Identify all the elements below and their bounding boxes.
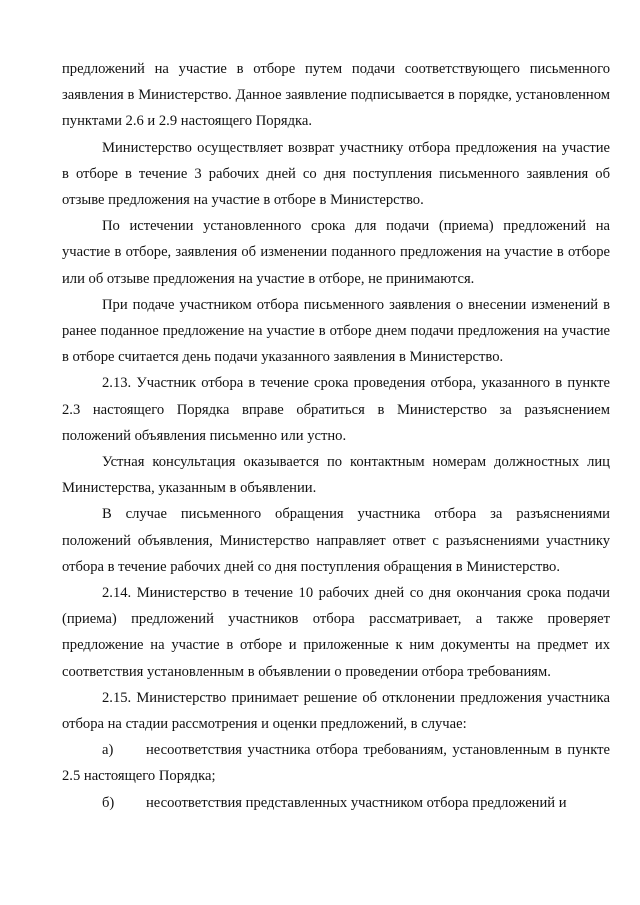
list-marker: а) (102, 742, 114, 759)
list-item-text: несоответствия представленных участником отбора предложений и (146, 794, 567, 811)
paragraph-2-13: 2.13. Участник отбора в течение срока проведения отбора, указанного в пункте 2.3 настоящего Порядка вправе обратиться в Министерство за разъяснением положений объявления письменно или устно. (62, 375, 610, 444)
paragraph-amendment-date: При подаче участником отбора письменного заявления о внесении изменений в ранее поданное предложение на участие в отборе днем подачи предложения на участие в отборе считается день подачи указанного заявления в Министерство. (62, 296, 610, 366)
paragraph-deadline-expiry: По истечении установленного срока для подачи (приема) предложений на участие в отборе, заявления об изменении поданного предложения на участие в отборе или об отзыве предложения на участие в отборе, не принимаются. (62, 218, 610, 287)
paragraph-2-15: 2.15. Министерство принимает решение об отклонении предложения участника отбора на стадии рассмотрения и оценки предложений, в случае: (62, 689, 610, 733)
list-item (62, 790, 610, 816)
paragraph-written-request: В случае письменного обращения участника отбора за разъяснениями положений объявления, Министерство направляет ответ с разъяснениями участнику отбора в течение рабочих дней со дня поступления обращения в Министерство. (62, 506, 610, 575)
document-page (62, 56, 610, 816)
paragraph-2-14: 2.14. Министерство в течение 10 рабочих дней со дня окончания срока подачи (приема) предложений участников отбора рассматривает, а также проверяет предложение на участие в отборе и приложенные к ним документы на предмет их соответствия установленным в объявлении о проведении отбора требованиям. (62, 585, 610, 680)
paragraph-return-proposal: Министерство осуществляет возврат участнику отбора предложения на участие в отборе в течение 3 рабочих дней со дня поступления письменного заявления об отзыве предложения на участие в отборе в Министерство. (62, 139, 610, 209)
list-item-text: несоответствия участника отбора требованиям, установленным в пункте 2.5 настоящего Порядка; (62, 742, 610, 785)
list-item (62, 737, 610, 789)
paragraph-oral-consultation: Устная консультация оказывается по контактным номерам должностных лиц Министерства, указанным в объявлении. (62, 454, 610, 497)
paragraph-continuation: предложений на участие в отборе путем подачи соответствующего письменного заявления в Министерство. Данное заявление подписывается в порядке, установленном пунктами 2.6 и 2.9 настоящего Порядка. (62, 61, 610, 130)
list-marker: б) (102, 794, 115, 811)
